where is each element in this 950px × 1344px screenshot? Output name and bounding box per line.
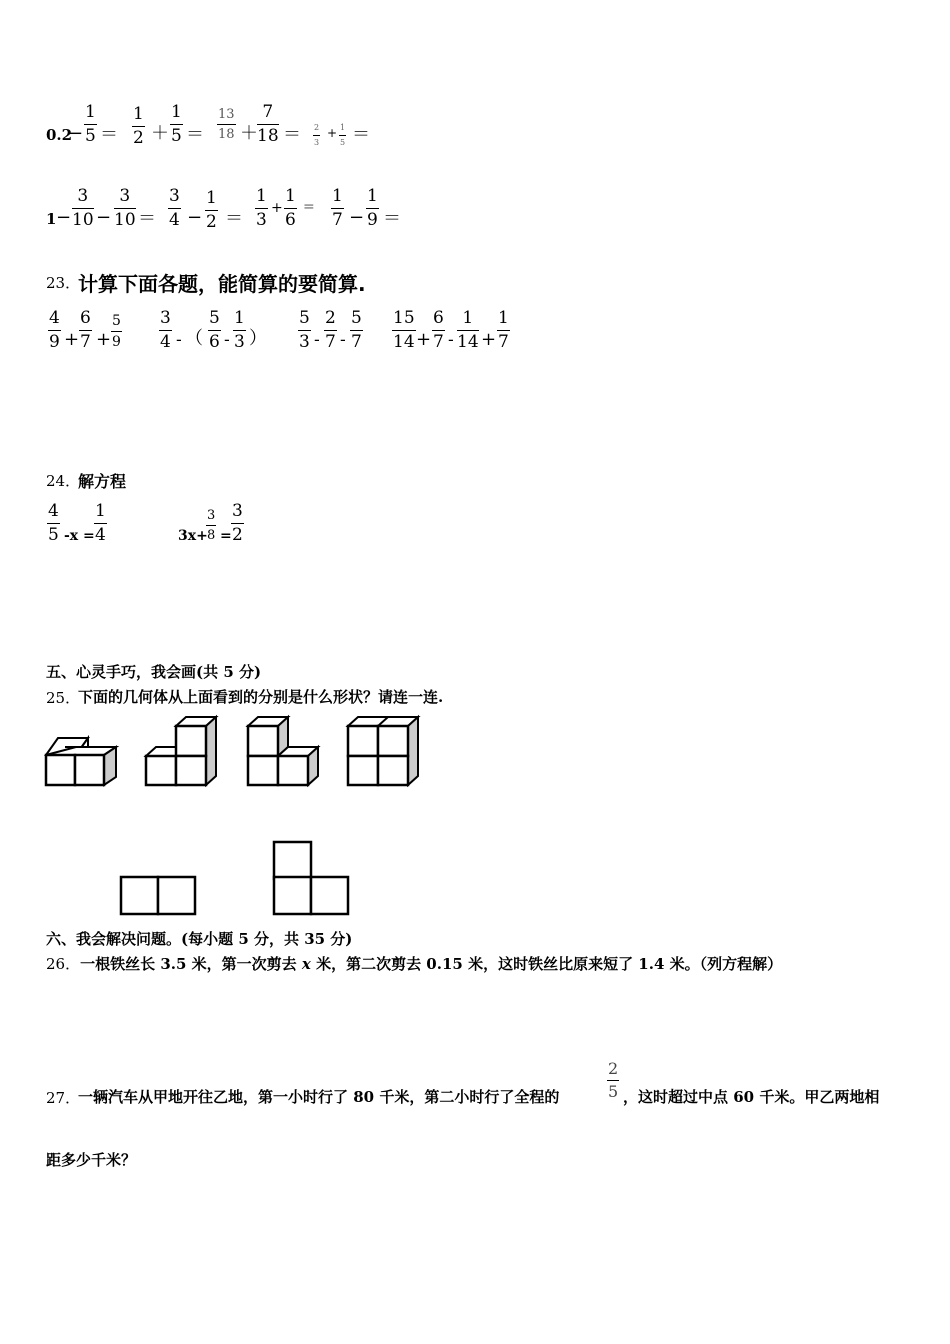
text-segment: 米。（列方程解） xyxy=(664,955,783,973)
plus-sign: + xyxy=(96,329,112,350)
lead-number: 0.2 xyxy=(46,126,73,144)
fraction: $\frac{1}{2}$ xyxy=(133,104,144,148)
cube-solid-1 xyxy=(40,730,122,792)
question-text: 下面的几何体从上面看到的分别是什么形状？请连一连. xyxy=(78,688,444,706)
fraction: $\frac{5}{7}$ xyxy=(351,308,362,352)
question-title: 计算下面各题，能简算的要简算. xyxy=(78,272,366,296)
fraction: $\frac{1}{4}$ xyxy=(95,501,106,545)
cube-solid-3 xyxy=(242,712,324,792)
plus-sign: + xyxy=(416,329,432,350)
fraction: $\frac{15}{14}$ xyxy=(393,308,415,352)
fraction: $\frac{3}{10}$ xyxy=(114,186,136,230)
minus-sign: − xyxy=(187,207,203,228)
plus-sign: + xyxy=(481,329,497,350)
equals-sign: = xyxy=(220,528,232,544)
text-segment: 千米。甲乙两地相 xyxy=(754,1088,880,1106)
equation-text: 3x+ xyxy=(178,528,208,544)
fraction: $\frac{1}{7}$ xyxy=(332,186,343,230)
question-26 xyxy=(46,953,782,974)
top-view-two-squares xyxy=(118,874,200,918)
fraction: $\frac{1}{9}$ xyxy=(367,186,378,230)
number: 0.15 xyxy=(426,955,463,973)
section-title: 六、我会解决问题。(每小题 5 分，共 35 分) xyxy=(46,930,353,948)
fraction: $\frac{3}{4}$ xyxy=(169,186,180,230)
equals-sign: ＝ xyxy=(383,208,401,229)
fraction: $\frac{3}{2}$ xyxy=(232,501,243,545)
fraction: $\frac{5}{3}$ xyxy=(299,308,310,352)
minus-sign: - xyxy=(340,330,346,350)
fraction: $\frac{6}{7}$ xyxy=(433,308,444,352)
fraction: $\frac{1}{5}$ xyxy=(171,102,182,146)
minus-sign: − xyxy=(56,207,72,228)
minus-sign: - xyxy=(314,330,320,350)
equals-sign: ＝ xyxy=(283,124,301,145)
equals-sign: ＝ xyxy=(352,124,370,145)
fraction: $\frac{2}{3}$ xyxy=(314,123,320,147)
question-27-text-cont xyxy=(623,1086,879,1107)
minus-sign: - xyxy=(448,330,454,350)
question-number: 25． xyxy=(46,689,81,707)
text-segment: 米，第一次剪去 xyxy=(186,955,302,973)
equals-sign: ＝ xyxy=(138,208,156,229)
lead-number: 1 xyxy=(46,210,57,228)
fraction: $\frac{7}{18}$ xyxy=(257,102,279,146)
section-title: 五、心灵手巧，我会画(共 5 分) xyxy=(46,663,262,681)
variable: x xyxy=(301,955,311,973)
fraction: $\frac{13}{18}$ xyxy=(218,107,235,142)
text-segment: ，这时超过中点 xyxy=(623,1088,734,1106)
question-27-text xyxy=(78,1086,559,1107)
cube-solid-2 xyxy=(140,712,222,792)
minus-sign: - xyxy=(176,330,182,350)
fraction: $\frac{6}{7}$ xyxy=(80,308,91,352)
minus-sign: − xyxy=(68,123,84,144)
fraction: $\frac{3}{10}$ xyxy=(72,186,94,230)
equals-sign: ＝ xyxy=(225,208,243,229)
fraction: $\frac{1}{5}$ xyxy=(85,102,96,146)
left-paren: （ xyxy=(185,328,203,349)
fraction: $\frac{2}{5}$ xyxy=(608,1059,619,1101)
fraction: $\frac{1}{3}$ xyxy=(234,308,245,352)
fraction: $\frac{1}{6}$ xyxy=(285,186,296,230)
question-number: 27． xyxy=(46,1089,81,1107)
question-number: 26． xyxy=(46,955,81,973)
fraction: $\frac{3}{8}$ xyxy=(207,508,216,543)
plus-sign: ＋ xyxy=(151,123,169,144)
text-segment: 千米，第二小时行了全程的 xyxy=(374,1088,560,1106)
fraction: $\frac{5}{9}$ xyxy=(112,313,121,350)
number: 80 xyxy=(353,1088,375,1106)
fraction: $\frac{1}{3}$ xyxy=(256,186,267,230)
text-segment: 一辆汽车从甲地开往乙地，第一小时行了 xyxy=(78,1088,354,1106)
text-segment: 米，第二次剪去 xyxy=(310,955,427,973)
fraction: $\frac{4}{5}$ xyxy=(48,501,59,545)
fraction: $\frac{1}{7}$ xyxy=(498,308,509,352)
equals-sign: ＝ xyxy=(100,124,118,145)
fraction: $\frac{5}{6}$ xyxy=(209,308,220,352)
equals-sign: ＝ xyxy=(186,124,204,145)
fraction: $\frac{1}{2}$ xyxy=(206,188,217,232)
fraction: $\frac{1}{14}$ xyxy=(457,308,479,352)
text-segment: 一根铁丝长 xyxy=(80,955,161,973)
question-number: 24． xyxy=(46,472,81,490)
minus-sign: − xyxy=(349,207,365,228)
equals-sign: = xyxy=(303,199,315,215)
plus-sign: + xyxy=(327,126,338,140)
number: 60 xyxy=(733,1088,755,1106)
cube-solid-4 xyxy=(342,712,424,792)
plus-sign: + xyxy=(271,200,283,216)
plus-sign: ＋ xyxy=(240,123,258,144)
fraction: $\frac{2}{7}$ xyxy=(325,308,336,352)
number: 3.5 xyxy=(160,955,187,973)
minus-sign: - xyxy=(224,330,230,350)
equation-text: -x = xyxy=(64,528,95,544)
fraction: $\frac{1}{5}$ xyxy=(340,123,346,147)
top-view-l-shape xyxy=(271,839,355,918)
question-27-line2: 距多少千米？ xyxy=(46,1151,137,1169)
number: 1.4 xyxy=(638,955,665,973)
plus-sign: + xyxy=(64,329,80,350)
minus-sign: − xyxy=(96,207,112,228)
question-title: 解方程 xyxy=(78,472,127,491)
fraction: $\frac{3}{4}$ xyxy=(160,308,171,352)
text-segment: 米，这时铁丝比原来短了 xyxy=(462,955,639,973)
right-paren: ） xyxy=(249,328,267,349)
question-number: 23． xyxy=(46,274,81,292)
fraction: $\frac{4}{9}$ xyxy=(49,308,60,352)
